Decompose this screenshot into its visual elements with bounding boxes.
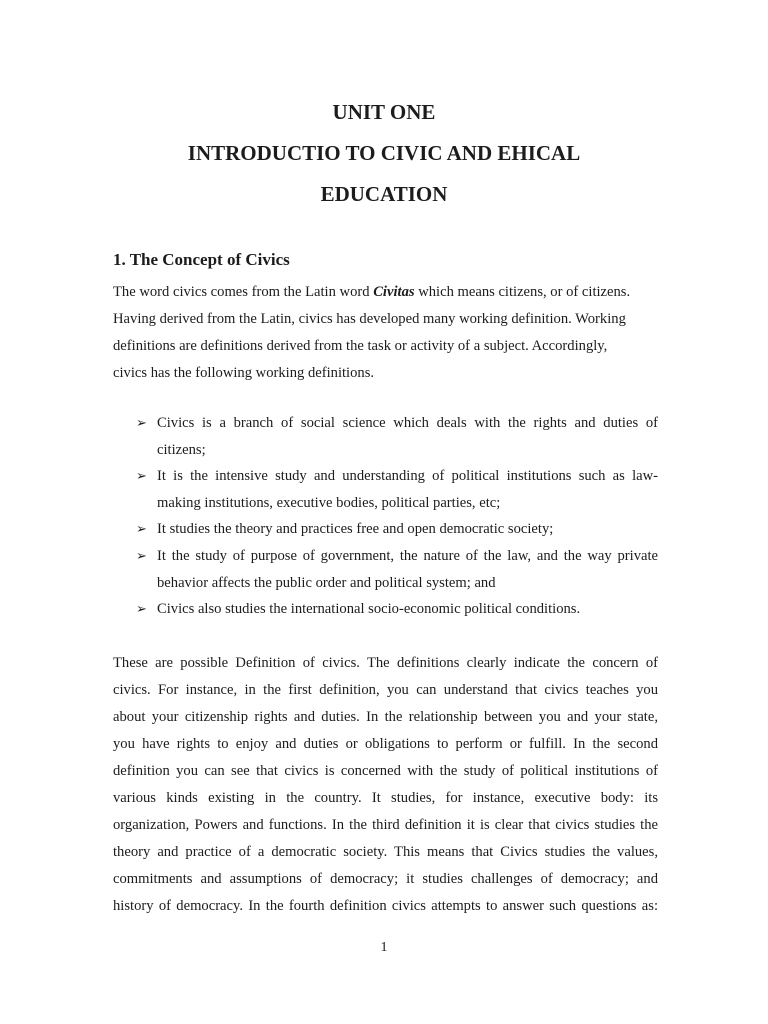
paragraph-line: organization, Powers and functions. In the third definition it is clear that civics studies the xyxy=(113,817,658,833)
definition-text: Civics is a branch of social science which deals with the rights and duties of xyxy=(157,415,658,431)
paragraph-line: These are possible Definition of civics. The definitions clearly indicate the concern of xyxy=(113,655,658,671)
paragraph-line: about your citizenship rights and duties. In the relationship between you and your state, xyxy=(113,709,658,725)
latin-term: Civitas xyxy=(373,284,415,300)
definition-text: citizens; xyxy=(157,441,206,458)
arrow-bullet-icon: ➢ xyxy=(136,468,147,484)
arrow-bullet-icon: ➢ xyxy=(136,415,147,430)
definition-text: behavior affects the public order and political system; and xyxy=(157,574,496,591)
page-number: 1 xyxy=(380,940,388,955)
paragraph-line: theory and practice of a democratic society. This means that Civics studies the values, xyxy=(113,844,658,860)
intro-line-4: civics has the following working definitions. xyxy=(113,365,375,381)
unit-title xyxy=(0,92,768,215)
definition-text: Civics also studies the international socio-economic political conditions. xyxy=(157,601,581,618)
arrow-bullet-icon: ➢ xyxy=(136,601,147,617)
definition-item xyxy=(113,410,658,463)
definition-item xyxy=(113,543,658,596)
unit-title-line-3: EDUCATION xyxy=(320,182,448,206)
intro-paragraph xyxy=(113,279,658,387)
definition-text: It is the intensive study and understanding of political institutions such as law- xyxy=(157,468,658,485)
definition-text: It the study of purpose of government, the nature of the law, and the way private xyxy=(157,547,658,564)
intro-line-2: Having derived from the Latin, civics has developed many working definition. Working xyxy=(113,311,626,327)
definition-item xyxy=(113,596,658,623)
unit-title-line-1: UNIT ONE xyxy=(332,100,436,124)
definition-text: It studies the theory and practices free and open democratic society; xyxy=(157,521,554,538)
intro-line-1-start: The word civics comes from the Latin word xyxy=(113,284,374,300)
section-heading: 1. The Concept of Civics xyxy=(113,250,290,269)
definition-text: making institutions, executive bodies, political parties, etc; xyxy=(157,494,501,511)
paragraph-line: commitments and assumptions of democracy; it studies challenges of democracy; and xyxy=(113,871,658,887)
paragraph-line: various kinds existing in the country. It studies, for instance, executive body: its xyxy=(113,790,658,806)
paragraph-line: history of democracy. In the fourth definition civics attempts to answer such questions as: xyxy=(113,898,658,914)
unit-title-line-2: INTRODUCTIO TO CIVIC AND EHICAL xyxy=(187,141,581,165)
arrow-bullet-icon: ➢ xyxy=(136,521,147,537)
definition-item xyxy=(113,516,658,543)
paragraph-line: definition you can see that civics is concerned with the study of political institutions of xyxy=(113,763,658,779)
definition-item xyxy=(113,463,658,516)
intro-line-1-end: which means citizens, or of citizens. xyxy=(414,284,631,300)
intro-line-1 xyxy=(113,279,658,306)
arrow-bullet-icon: ➢ xyxy=(136,547,147,563)
explanation-paragraph xyxy=(113,650,658,920)
paragraph-line: civics. For instance, in the first definition, you can understand that civics teaches you xyxy=(113,682,658,698)
intro-line-3: definitions are definitions derived from the task or activity of a subject. Accordingly, xyxy=(113,338,608,354)
definitions-list xyxy=(113,410,658,623)
paragraph-line: you have rights to enjoy and duties or obligations to perform or fulfill. In the second xyxy=(113,736,658,752)
